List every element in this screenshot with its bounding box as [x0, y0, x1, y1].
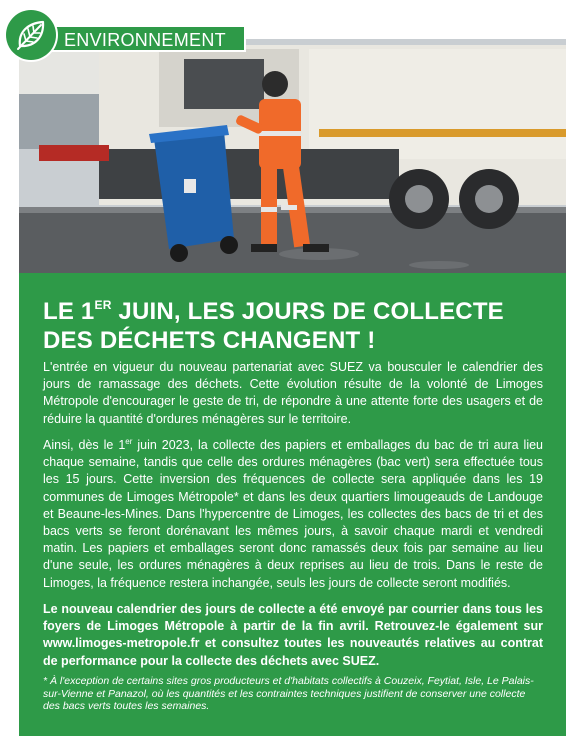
waste-collection-photo — [19, 39, 566, 273]
article-paragraph-calendar: Le nouveau calendrier des jours de collecte a été envoyé par courrier dans tous les foyers de Limoges Métropole à partir de la fin avril. Retrouvez-le également sur www.limoges-metropole.fr et consultez toutes les nouveautés relatives au contrat de performance pour la collecte des déchets avec SUEZ. — [43, 602, 543, 668]
section-badge — [6, 10, 56, 60]
section-label: ENVIRONNEMENT — [50, 25, 246, 52]
leaf-icon — [6, 10, 56, 60]
article-paragraph-details: Ainsi, dès le 1er juin 2023, la collecte des papiers et emballages du bac de tri aura lieu chaque semaine, tandis que celle des ordures ménagères (bac vert) sera effectuée tous les 15 jours. Cette inversion des fréquences de collecte sera appliquée dans les 19 communes de Limoges Métropole* et dans les deux quartiers limougeauds de Landouge et Beaune-les-Mines. Dans l'hypercentre de Limoges, les collectes des bacs de tri et des bacs verts se feront dorénavant les mêmes jours, à savoir chaque mardi et vendredi matin. Les papiers et emballages seront donc ramassés deux fois par semaine au lieu d'une seule, les ordures ménagères à deux reprises au lieu de trois. Dans le reste de Limoges, la fréquence restera inchangée, seuls les jours de collecte seront modifiés. — [43, 437, 544, 590]
article-footnote: * À l'exception de certains sites gros producteurs et d'habitats collectifs à Couzeix, Feytiat, Isle, Le Palais-sur-Vienne et Panazol, où les quantités et les contraintes techniques justifient de conserver une collecte des bacs verts toutes les semaines. — [43, 675, 534, 712]
article-photo — [19, 39, 566, 273]
article-title: LE 1ER JUIN, LES JOURS DE COLLECTE DES DÉCHETS CHANGENT ! — [43, 298, 504, 354]
article-paragraph-intro: L'entrée en vigueur du nouveau partenariat avec SUEZ va bousculer le calendrier des jours de ramassage des déchets. Cette évolution résulte de la volonté de Limoges Métropole d'encourager le geste de tri, de répondre à une attente forte des usagers et de réduire la quantité d'ordures ménagères sur le territoire. — [43, 360, 543, 426]
article-panel — [19, 273, 566, 736]
